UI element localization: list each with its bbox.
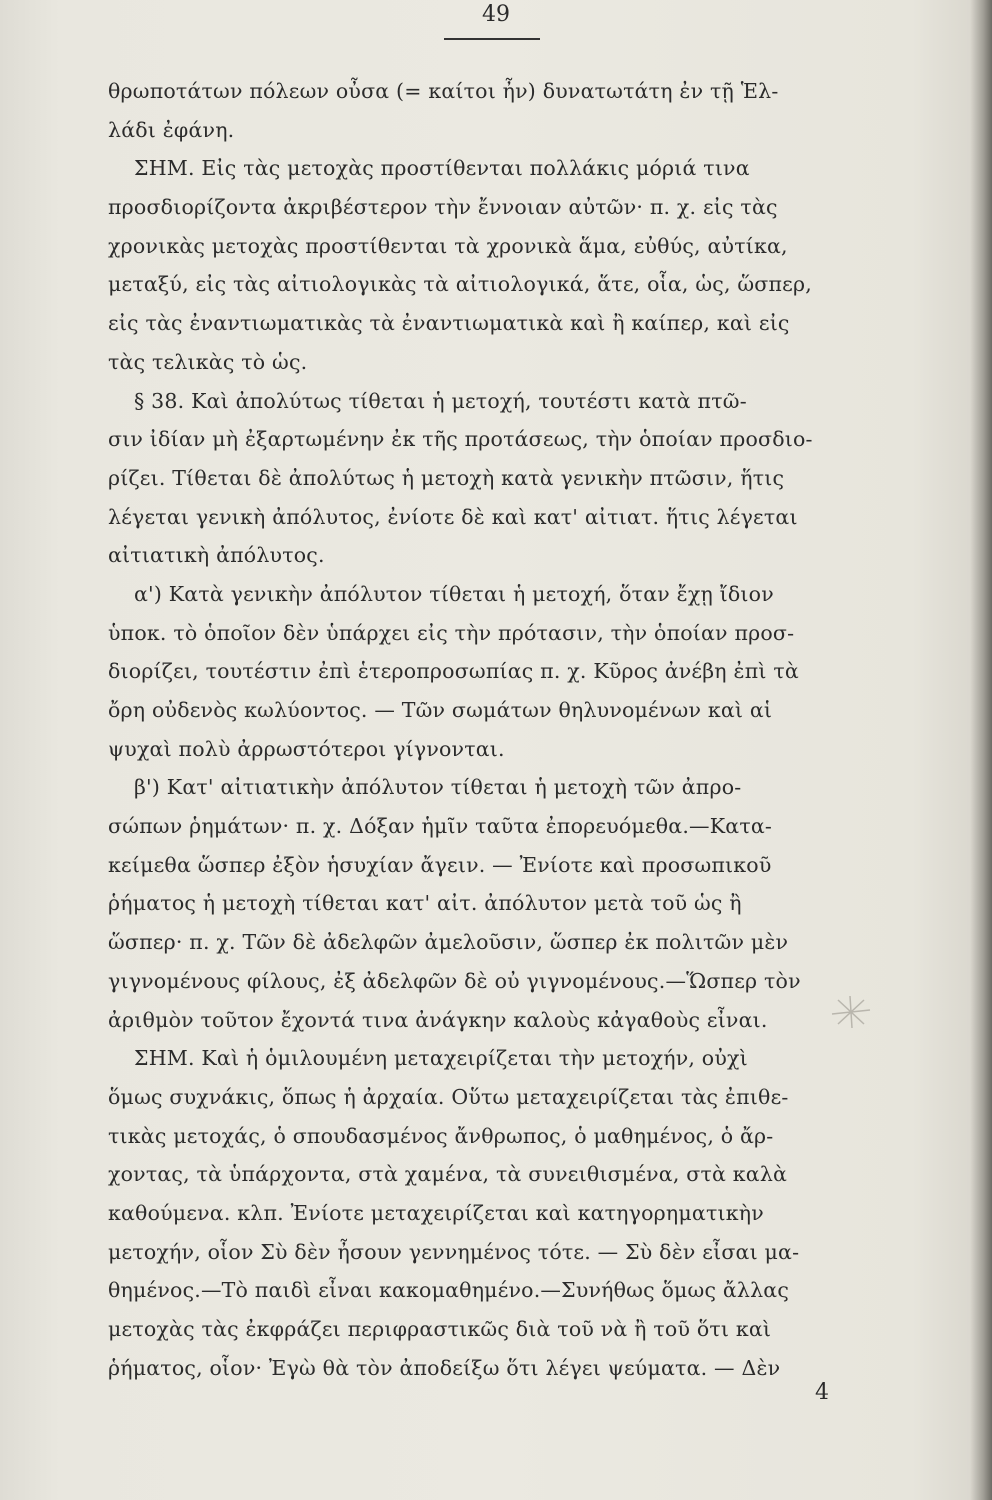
text-line: σιν ἰδίαν μὴ ἐξαρτωμένην ἐκ τῆς προτάσεως, τὴν ὁποίαν προσδιο- [108, 427, 813, 452]
text-line: σώπων ῥημάτων· π. χ. Δόξαν ἡμῖν ταῦτα ἐπορευόμεθα.—Κατα- [108, 814, 773, 839]
text-line: ὥσπερ· π. χ. Τῶν δὲ ἀδελφῶν ἀμελοῦσιν, ὥσπερ ἐκ πολιτῶν μὲν [108, 930, 789, 955]
text-line: ΣΗΜ. Καὶ ἡ ὁμιλουμένη μεταχειρίζεται τὴν μετοχήν, οὐχὶ [134, 1046, 748, 1071]
text-line: ρίζει. Τίθεται δὲ ἀπολύτως ἡ μετοχὴ κατὰ γενικὴν πτῶσιν, ἥτις [108, 465, 785, 490]
text-line: μεταξύ, εἰς τὰς αἰτιολογικὰς τὰ αἰτιολογικά, ἅτε, οἷα, ὡς, ὥσπερ, [108, 272, 812, 297]
text-line: θημένος.—Τὸ παιδὶ εἶναι κακομαθημένο.—Συνήθως ὅμως ἄλλας [108, 1278, 790, 1303]
text-line: ῥήματος ἡ μετοχὴ τίθεται κατ' αἰτ. ἀπόλυτον μετὰ τοῦ ὡς ἢ [108, 891, 742, 916]
text-line: καθούμενα. κλπ. Ἐνίοτε μεταχειρίζεται καὶ κατηγορηματικὴν [108, 1200, 764, 1225]
text-line: προσδιορίζοντα ἀκριβέστερον τὴν ἔννοιαν αὐτῶν· π. χ. εἰς τὰς [108, 195, 778, 220]
signature-mark: 4 [815, 1380, 829, 1405]
header-rule [444, 38, 540, 40]
text-line: ὅμως συχνάκις, ὅπως ἡ ἀρχαία. Οὕτω μεταχειρίζεται τὰς ἐπιθε- [108, 1084, 789, 1109]
text-line: μετοχήν, οἷον Σὺ δὲν ἦσουν γεννημένος τότε. — Σὺ δὲν εἶσαι μα- [108, 1239, 800, 1264]
text-line: ἀριθμὸν τοῦτον ἔχοντά τινα ἀνάγκην καλοὺς κἀγαθοὺς εἶναι. [108, 1007, 768, 1032]
text-line: ὄρη οὐδενὸς κωλύοντος. — Τῶν σωμάτων θηλυνομένων καὶ αἱ [108, 698, 773, 722]
text-line: ψυχαὶ πολὺ ἀρρωστότεροι γίγνονται. [108, 736, 505, 761]
text-line: γιγνομένους φίλους, ἐξ ἀδελφῶν δὲ οὐ γιγνομένους.—Ὥσπερ τὸν [108, 968, 801, 993]
text-line: τικὰς μετοχάς, ὁ σπουδασμένος ἄνθρωπος, ὁ μαθημένος, ὁ ἄρ- [108, 1123, 774, 1148]
text-line: τὰς τελικὰς τὸ ὡς. [108, 349, 308, 374]
text-line: κείμεθα ὥσπερ ἐξὸν ἡσυχίαν ἄγειν. — Ἐνίοτε καὶ προσωπικοῦ [108, 852, 772, 877]
text-line: εἰς τὰς ἐναντιωματικὰς τὰ ἐναντιωματικὰ καὶ ἢ καίπερ, καὶ εἰς [108, 311, 790, 336]
section-heading-line: § 38. Καὶ ἀπολύτως τίθεται ἡ μετοχή, τουτέστι κατὰ πτῶ- [134, 388, 747, 413]
page-number: 49 [482, 2, 510, 27]
text-line: ὑποκ. τὸ ὁποῖον δὲν ὑπάρχει εἰς τὴν πρότασιν, τὴν ὁποίαν προσ- [108, 620, 795, 645]
page-edge-shadow [970, 0, 992, 1500]
pencil-mark-icon [826, 992, 876, 1032]
text-line: αἰτιατικὴ ἀπόλυτος. [108, 543, 325, 568]
text-line: α') Κατὰ γενικὴν ἀπόλυτον τίθεται ἡ μετοχή, ὅταν ἔχῃ ἴδιον [134, 581, 774, 606]
text-line: χρονικὰς μετοχὰς προστίθενται τὰ χρονικὰ ἅμα, εὐθύς, αὐτίκα, [108, 233, 788, 258]
text-line: ῥήματος, οἷον· Ἐγὼ θὰ τὸν ἀποδείξω ὅτι λέγει ψεύματα. — Δὲν [108, 1355, 781, 1380]
text-line: β') Κατ' αἰτιατικὴν ἀπόλυτον τίθεται ἡ μετοχὴ τῶν ἀπρο- [134, 775, 742, 800]
text-line: λέγεται γενικὴ ἀπόλυτος, ἐνίοτε δὲ καὶ κατ' αἰτιατ. ἥτις λέγεται [108, 504, 798, 529]
text-line: μετοχὰς τὰς ἐκφράζει περιφραστικῶς διὰ τοῦ νὰ ἢ τοῦ ὅτι καὶ [108, 1317, 772, 1341]
body-text [108, 72, 898, 1387]
text-line: ΣΗΜ. Εἰς τὰς μετοχὰς προστίθενται πολλάκις μόριά τινα [134, 156, 750, 181]
text-line: χοντας, τὰ ὑπάρχοντα, στὰ χαμένα, τὰ συνειθισμένα, στὰ καλὰ [108, 1162, 788, 1187]
text-line: διορίζει, τουτέστιν ἐπὶ ἑτεροπροσωπίας π. χ. Κῦρος ἀνέβη ἐπὶ τὰ [108, 659, 799, 684]
text-line: θρωποτάτων πόλεων οὖσα (= καίτοι ἦν) δυνατωτάτη ἐν τῇ Ἑλ- [108, 79, 779, 103]
text-line: λάδι ἐφάνη. [108, 117, 235, 142]
